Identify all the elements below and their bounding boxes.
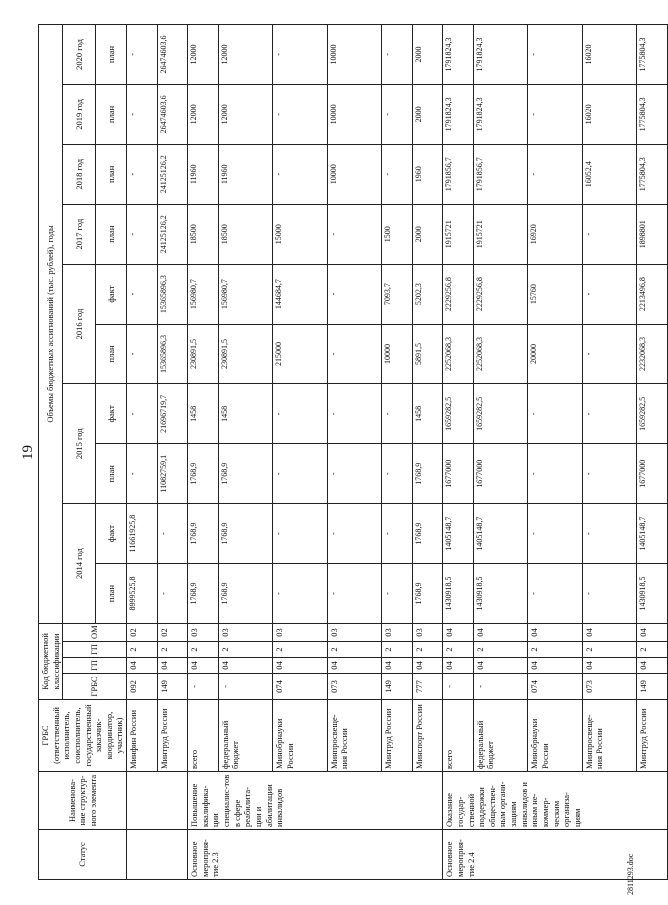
code-cell: 04 [637,658,668,674]
header-plan: план [96,204,127,264]
code-cell: 2 [637,642,668,658]
header-plan: план [96,444,127,504]
value-cell: 7093,7 [382,264,413,324]
header-year-2015: 2015 год [63,384,96,504]
value-cell: 215000 [273,324,327,384]
value-cell: 15760 [528,264,582,324]
code-cell: 04 [582,658,636,674]
value-cell: 1405148,7 [637,504,668,564]
table-row [157,24,188,879]
value-cell: - [382,384,413,444]
value-cell: - [273,384,327,444]
value-cell: 1677000 [473,444,527,504]
code-cell: 2 [473,642,527,658]
header-plan: план [96,144,127,204]
value-cell: 1405148,7 [443,504,474,564]
code-cell: 2 [327,642,381,658]
value-cell: 2213496,8 [637,264,668,324]
header-plan: план [96,564,127,624]
value-cell: 1768,9 [218,444,272,504]
value-cell: 1659282,5 [473,384,527,444]
header-fact: факт [96,264,127,324]
code-cell: 03 [412,623,443,641]
value-cell: - [582,504,636,564]
header-year-2016: 2016 год [63,264,96,384]
code-cell: 03 [327,623,381,641]
code-cell: 04 [327,658,381,674]
value-cell: 1659282,5 [637,384,668,444]
value-cell: - [582,264,636,324]
code-cell: 149 [382,674,413,700]
value-cell: - [127,204,158,264]
header-year-2014: 2014 год [63,504,96,624]
table-row [218,24,272,879]
value-cell: 2000 [412,24,443,84]
code-cell: 04 [528,623,582,641]
value-cell: 1458 [412,384,443,444]
value-cell: - [582,324,636,384]
value-cell: - [127,264,158,324]
value-cell: 24125126,2 [157,204,188,264]
header-year-2018: 2018 год [63,144,96,204]
code-cell: 03 [273,623,327,641]
value-cell: 16020 [582,84,636,144]
value-cell: - [528,84,582,144]
code-cell: 04 [473,658,527,674]
code-cell: 04 [127,658,158,674]
value-cell: 15365896,3 [157,264,188,324]
code-cell: 2 [127,642,158,658]
header-status: Статус [39,830,127,880]
value-cell: 1960 [412,144,443,204]
value-cell: 230891,5 [218,324,272,384]
value-cell: 8999525,8 [127,564,158,624]
doc-reference: 2811293.doc [626,853,635,895]
value-cell: 5202,3 [412,264,443,324]
value-cell: 1768,9 [218,504,272,564]
value-cell: 1430918,5 [637,564,668,624]
value-cell: - [273,504,327,564]
code-cell: 073 [582,674,636,700]
grbs-cell: Минобрнауки России [528,700,582,772]
value-cell: 1405148,7 [473,504,527,564]
status-cell: Основное мероприя-тие 2.3 [188,830,443,880]
grbs-cell: Минспорт России [412,700,443,772]
value-cell: 1430918,5 [443,564,474,624]
code-cell: 2 [188,642,219,658]
value-cell: - [382,444,413,504]
code-cell: 073 [327,674,381,700]
code-cell: 04 [273,658,327,674]
value-cell: - [382,24,413,84]
grbs-cell: Минпросвеще-ния России [327,700,381,772]
code-cell: 04 [443,658,474,674]
code-cell: 03 [218,623,272,641]
value-cell: 10000 [327,144,381,204]
value-cell: 15365896,3 [157,324,188,384]
value-cell: 2229256,8 [473,264,527,324]
value-cell: - [157,564,188,624]
value-cell: - [127,144,158,204]
value-cell: 144684,7 [273,264,327,324]
value-cell: - [273,24,327,84]
code-cell: 04 [528,658,582,674]
value-cell: 1791824,3 [443,24,474,84]
value-cell: 16052,4 [582,144,636,204]
value-cell: - [528,384,582,444]
code-cell: 149 [637,674,668,700]
code-cell: 2 [443,642,474,658]
status-cell: Основное мероприя-тие 2.4 [443,830,668,880]
element-name-cell: Повышение квалифика-ции специалис-тов в сфере реабилита-ции и абилитации инвалидов [188,772,443,830]
table-row [273,24,327,879]
value-cell: 1791824,3 [473,84,527,144]
value-cell: 1768,9 [188,504,219,564]
code-cell: 04 [443,623,474,641]
value-cell: 1659282,5 [443,384,474,444]
value-cell: 15000 [273,204,327,264]
value-cell: - [382,144,413,204]
header-plan: план [96,324,127,384]
grbs-cell: Минфин России [127,700,158,772]
header-plan: план [96,24,127,84]
code-cell: - [188,674,219,700]
value-cell: 1458 [218,384,272,444]
code-cell: 777 [412,674,443,700]
grbs-cell: Минтруд России [382,700,413,772]
value-cell: 10000 [327,24,381,84]
value-cell: 1775804,3 [637,144,668,204]
element-name-cell: Оказание государ-ственной поддержки обществен-ным органи-зациям инвалидов и иным не-коммер-ческим организа-циям [443,772,668,830]
grbs-cell: всего [443,700,474,772]
table-row [528,24,582,879]
value-cell: 26474603,6 [157,24,188,84]
code-cell: 02 [157,623,188,641]
value-cell: - [528,564,582,624]
header-fact: факт [96,504,127,564]
table-row [637,24,668,879]
value-cell: 11960 [218,144,272,204]
header-plan: план [96,84,127,144]
value-cell: - [273,84,327,144]
grbs-cell: Минтруд России [637,700,668,772]
value-cell: 5891,5 [412,324,443,384]
value-cell: - [327,444,381,504]
value-cell: 12000 [188,24,219,84]
code-cell: - [218,674,272,700]
header-volumes: Объемы бюджетных ассигнований (тыс. рублей), годы [39,24,63,623]
code-cell: 04 [582,623,636,641]
value-cell: - [127,324,158,384]
value-cell: 10000 [327,84,381,144]
code-cell: 03 [188,623,219,641]
value-cell: 1768,9 [412,504,443,564]
value-cell: - [127,444,158,504]
value-cell: - [327,384,381,444]
header-year-2017: 2017 год [63,204,96,264]
value-cell: - [582,564,636,624]
value-cell: 1430918,5 [473,564,527,624]
value-cell: 16920 [528,204,582,264]
value-cell: - [327,264,381,324]
value-cell: 1768,9 [412,564,443,624]
code-cell: 04 [188,658,219,674]
value-cell: - [582,384,636,444]
code-cell: 04 [157,658,188,674]
value-cell: - [127,384,158,444]
value-cell: - [157,504,188,564]
value-cell: - [582,444,636,504]
value-cell: 2229256,8 [443,264,474,324]
code-cell: - [443,674,474,700]
table-row [412,24,443,879]
value-cell: 2252068,3 [473,324,527,384]
grbs-cell: Минпросвеще-ния России [582,700,636,772]
value-cell: 1677000 [637,444,668,504]
value-cell: 11661925,8 [127,504,158,564]
code-cell: 092 [127,674,158,700]
grbs-cell: Минобрнауки России [273,700,327,772]
value-cell: - [528,504,582,564]
header-code-grbs: ГРБС [63,674,127,700]
value-cell: - [327,504,381,564]
value-cell: - [382,564,413,624]
header-budget-code: Код бюджетной классификации [39,623,63,699]
code-cell: 149 [157,674,188,700]
value-cell: - [528,24,582,84]
value-cell: 1768,9 [188,564,219,624]
header-grbs: ГРБС (ответственный исполнитель, соисполнитель, государственный заказчик-координатор, участник) [39,700,127,772]
value-cell: 1791824,3 [443,84,474,144]
value-cell: 24125126,2 [157,144,188,204]
value-cell: 1500 [382,204,413,264]
table-row [443,24,474,879]
code-cell: 04 [473,623,527,641]
value-cell: 18500 [218,204,272,264]
header-fact: факт [96,384,127,444]
value-cell: 2232068,3 [637,324,668,384]
value-cell: - [528,444,582,504]
value-cell: - [127,84,158,144]
value-cell: 20000 [528,324,582,384]
header-code-om: ОМ [63,623,127,641]
value-cell: - [273,444,327,504]
value-cell: - [327,564,381,624]
header-code-gp: ГП [63,658,127,674]
value-cell: - [327,324,381,384]
header-name: Наименова-ние структур-ного элемента [39,772,127,830]
value-cell: 1915721 [443,204,474,264]
value-cell: 1768,9 [218,564,272,624]
value-cell: 12000 [188,84,219,144]
value-cell: - [327,204,381,264]
code-cell: 04 [637,623,668,641]
code-cell: 2 [382,642,413,658]
value-cell: 11082759,1 [157,444,188,504]
code-cell: 2 [582,642,636,658]
value-cell: - [582,204,636,264]
value-cell: 12000 [218,84,272,144]
code-cell: 04 [412,658,443,674]
value-cell: - [273,144,327,204]
table-row [127,24,158,879]
value-cell: 156980,7 [188,264,219,324]
grbs-cell: Минтруд России [157,700,188,772]
code-cell: 2 [273,642,327,658]
value-cell: - [528,144,582,204]
value-cell: 1768,9 [412,444,443,504]
value-cell: 1768,9 [188,444,219,504]
value-cell: 18500 [188,204,219,264]
value-cell: 26474603,6 [157,84,188,144]
value-cell: 1791856,7 [473,144,527,204]
value-cell: 1791824,3 [473,24,527,84]
code-cell: 04 [218,658,272,674]
code-cell: 04 [382,658,413,674]
value-cell: 10000 [382,324,413,384]
code-cell: 02 [127,623,158,641]
value-cell: 2000 [412,84,443,144]
value-cell: - [382,84,413,144]
header-year-2020: 2020 год [63,24,96,84]
value-cell: - [273,564,327,624]
value-cell: 2000 [412,204,443,264]
rotated-page [20,25,649,895]
value-cell: 2252068,3 [443,324,474,384]
value-cell: 1898801 [637,204,668,264]
value-cell: 1775804,3 [637,24,668,84]
header-code-gp2: ГП [63,642,127,658]
table-row [188,24,219,879]
value-cell: 21696719,7 [157,384,188,444]
code-cell: 2 [218,642,272,658]
table-row [582,24,636,879]
value-cell: 1458 [188,384,219,444]
code-cell: 03 [382,623,413,641]
value-cell: 230891,5 [188,324,219,384]
header-year-2019: 2019 год [63,84,96,144]
code-cell: 074 [528,674,582,700]
table-row [327,24,381,879]
table-row [473,24,527,879]
value-cell: 1791856,7 [443,144,474,204]
grbs-cell: всего [188,700,219,772]
value-cell: - [382,504,413,564]
value-cell: 1775804,3 [637,84,668,144]
code-cell: 2 [157,642,188,658]
table-row [382,24,413,879]
code-cell: - [473,674,527,700]
code-cell: 074 [273,674,327,700]
value-cell: 11960 [188,144,219,204]
value-cell: 12000 [218,24,272,84]
budget-table [38,24,668,880]
page-number: 19 [20,445,36,460]
code-cell: 2 [528,642,582,658]
value-cell: 156980,7 [218,264,272,324]
value-cell: 1915721 [473,204,527,264]
code-cell: 2 [412,642,443,658]
grbs-cell: федеральный бюджет [218,700,272,772]
value-cell: - [127,24,158,84]
value-cell: 16020 [582,24,636,84]
grbs-cell: федеральный бюджет [473,700,527,772]
value-cell: 1677000 [443,444,474,504]
